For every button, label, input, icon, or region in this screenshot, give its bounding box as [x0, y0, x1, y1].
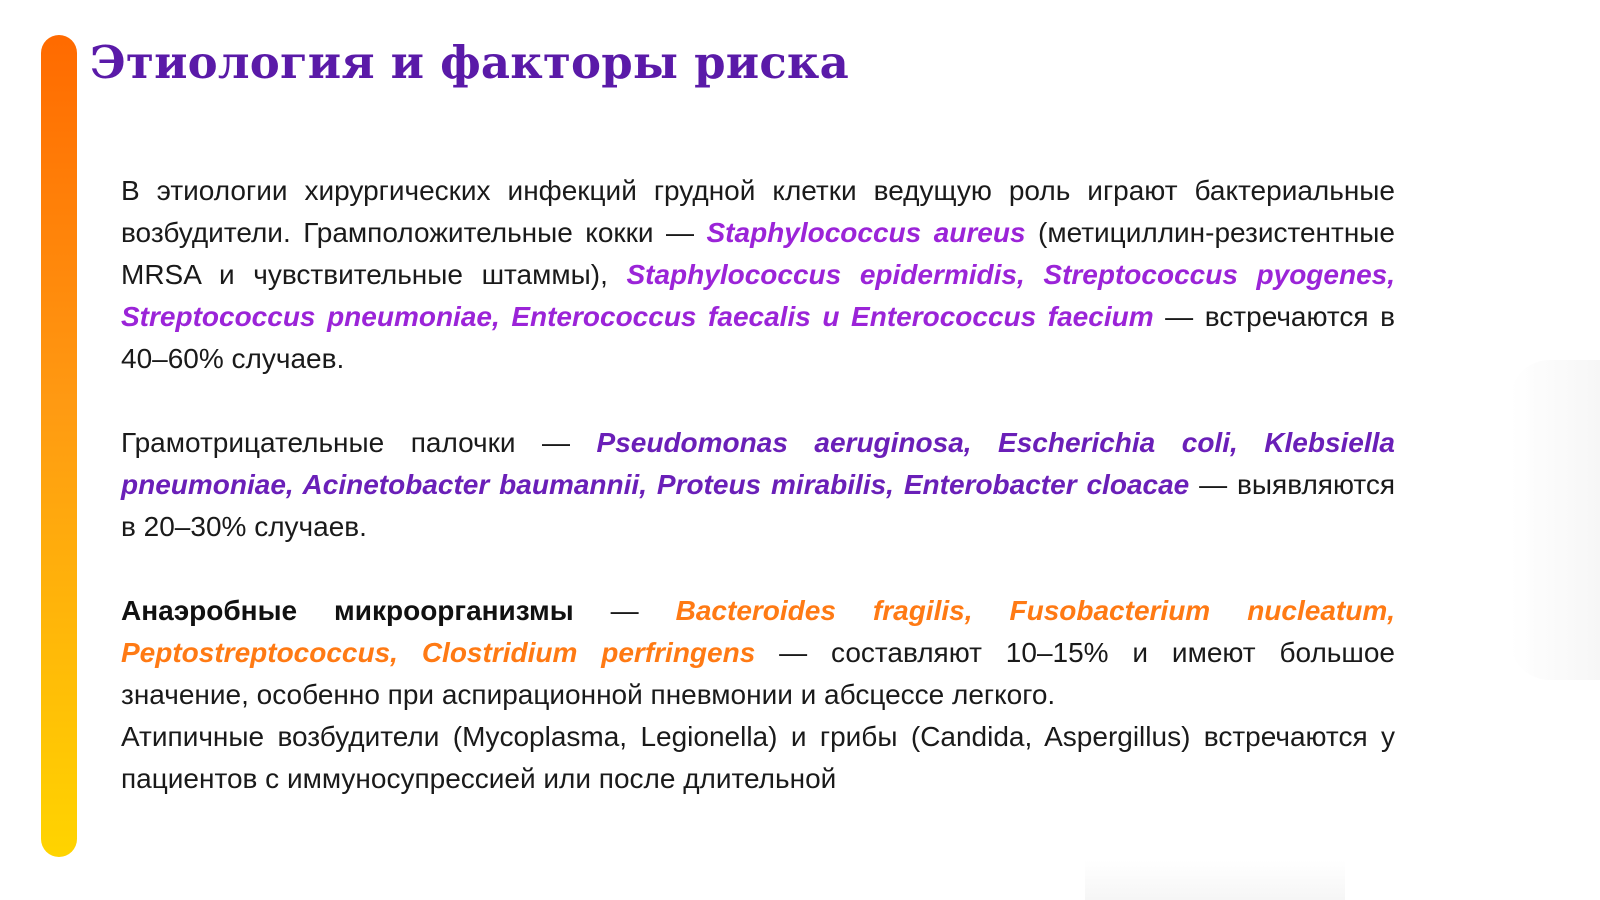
pathogen-list-gram-positive-1: Staphylococcus aureus	[706, 217, 1026, 248]
paragraph-text: В этиологии хирургических инфекций грудной клетки ведущую роль играют бактериальные возбудители. Грамположительные кокки —	[121, 175, 1395, 248]
paragraph-anaerobes	[121, 590, 1395, 716]
pathogen-list-anaerobes: Bacteroides fragilis, Fusobacterium nucleatum, Peptostreptococcus, Clostridium perfringens	[121, 595, 1395, 668]
paragraph-gram-positive	[121, 170, 1395, 380]
paragraph-text: Грамотрицательные палочки —	[121, 427, 597, 458]
paragraph-text: — выявляются в 20–30% случаев.	[121, 469, 1395, 542]
pathogen-list-gram-positive-2: Staphylococcus epidermidis, Streptococcus pyogenes, Streptococcus pneumoniae, Enterococcus faecalis и Enterococcus faecium	[121, 259, 1395, 332]
paragraph-text: — встречаются в 40–60% случаев.	[121, 301, 1396, 374]
slide-title: Этиология и факторы риска	[90, 36, 849, 89]
accent-bar	[41, 35, 77, 857]
slide-body	[121, 170, 1395, 800]
pathogen-list-gram-negative: Pseudomonas aeruginosa, Escherichia coli, Klebsiella pneumoniae, Acinetobacter baumannii, Proteus mirabilis, Enterobacter cloacae	[121, 427, 1395, 500]
paragraph-text: (метициллин-резистентные MRSA и чувствительные штаммы),	[121, 217, 1395, 290]
paragraph-atypical	[121, 716, 1395, 800]
anaerobes-heading: Анаэробные микроорганизмы	[121, 595, 574, 626]
paragraph-text: —	[573, 595, 676, 626]
paragraph-gram-negative	[121, 422, 1395, 548]
paragraph-text: Атипичные возбудители (Mycoplasma, Legionella) и грибы (Candida, Aspergillus) встречаются у пациентов с иммуносупрессией или после длительной	[121, 721, 1395, 794]
decorative-shape-right	[1510, 360, 1600, 680]
paragraph-text: — составляют 10–15% и имеют большое значение, особенно при аспирационной пневмонии и абсцессе легкого.	[121, 637, 1395, 710]
decorative-shape-bottom	[1085, 860, 1345, 900]
